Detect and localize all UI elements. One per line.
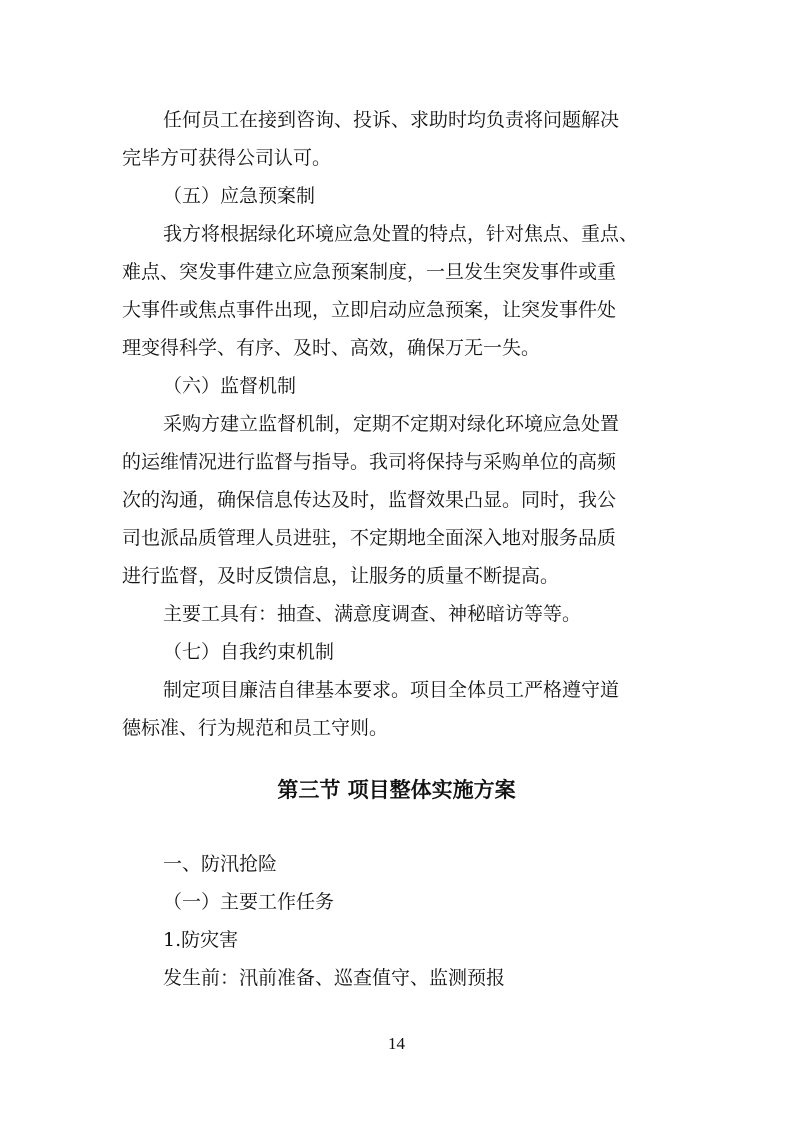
paragraph-line: 的运维情况进行监督与指导。我司将保持与采购单位的高频	[122, 451, 617, 473]
paragraph-line: 次的沟通，确保信息传达及时，监督效果凸显。同时，我公	[122, 489, 617, 511]
paragraph-line: 德标准、行为规范和员工守则。	[122, 717, 389, 739]
subheading: 一、防汛抢险	[163, 853, 278, 875]
subheading: （六）监督机制	[163, 375, 297, 397]
paragraph-line: 大事件或焦点事件出现，立即启动应急预案，让突发事件处	[122, 299, 617, 321]
paragraph-line: 采购方建立监督机制，定期不定期对绿化环境应急处置	[163, 413, 620, 435]
paragraph-line: 难点、突发事件建立应急预案制度，一旦发生突发事件或重	[122, 261, 617, 283]
paragraph-line: 完毕方可获得公司认可。	[122, 147, 332, 169]
section-heading: 第三节 项目整体实施方案	[277, 778, 516, 802]
page-number: 14	[388, 1034, 405, 1053]
paragraph-line: 理变得科学、有序、及时、高效，确保万无一失。	[122, 337, 541, 359]
paragraph-line: 进行监督，及时反馈信息，让服务的质量不断提高。	[122, 565, 560, 587]
subheading: （一）主要工作任务	[163, 891, 335, 913]
subheading: （五）应急预案制	[163, 185, 316, 207]
paragraph-line: 司也派品质管理人员进驻，不定期地全面深入地对服务品质	[122, 527, 617, 549]
paragraph-line: 任何员工在接到咨询、投诉、求助时均负责将问题解决	[163, 109, 620, 131]
paragraph-line: 制定项目廉洁自律基本要求。项目全体员工严格遵守道	[163, 679, 620, 701]
paragraph-line: 主要工具有：抽查、满意度调查、神秘暗访等等。	[163, 603, 582, 625]
subheading: 1.防灾害	[163, 929, 239, 951]
paragraph-line: 我方将根据绿化环境应急处置的特点，针对焦点、重点、	[163, 223, 639, 245]
paragraph-line: 发生前：汛前准备、巡查值守、监测预报	[163, 967, 506, 989]
subheading: （七）自我约束机制	[163, 641, 335, 663]
